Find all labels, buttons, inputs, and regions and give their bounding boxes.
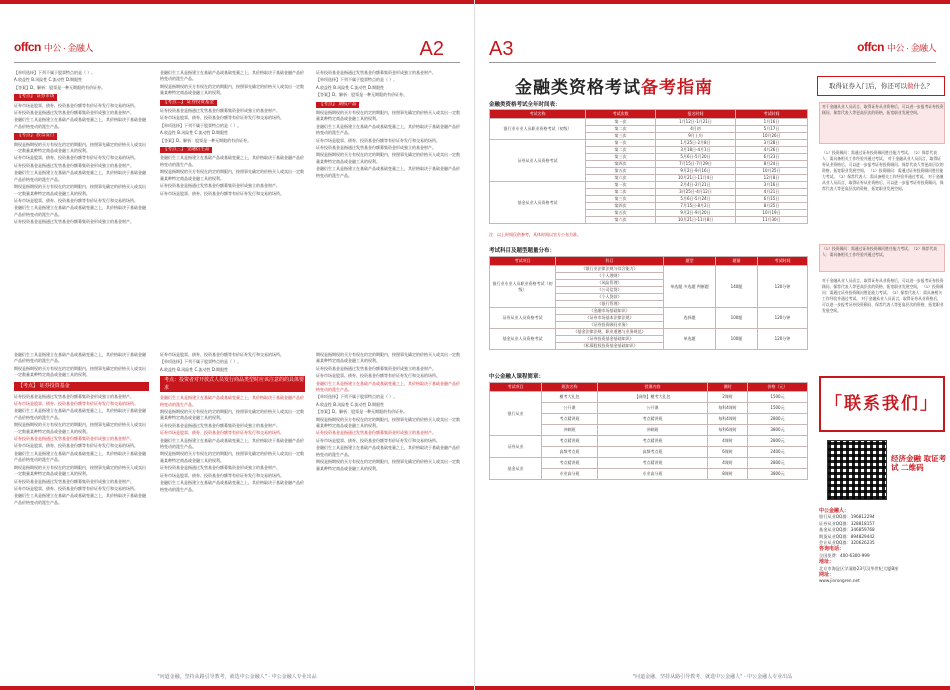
question: 【单项选择】下列不属于股票特点的是（ ）。 <box>14 70 96 75</box>
paragraph: 证券市场是股票、债券、投资基金份额等有价证券发行和交易的场所。 <box>316 373 440 379</box>
info-line: 证券从业QQ群：328818157 <box>819 520 875 526</box>
paragraph-highlight: 证券市场是股票、债券、投资基金份额等有价证券发行和交易的场所。 <box>160 430 284 436</box>
type-cell: 单选题 <box>664 329 716 350</box>
header-rule <box>489 62 936 63</box>
table-row <box>490 458 808 469</box>
time-cell: 120分钟 <box>758 266 808 308</box>
schedule-cell: 5月6日-5月20日 <box>656 154 736 161</box>
schedule-cell: 2月4日-2月21日 <box>656 182 736 189</box>
course-cell: 冲刺班 <box>598 425 708 436</box>
paragraph: 期权是指期权的买方有权在约定的期限内，按照事先确定的价格买入或卖出一定数量某种特定商品或金融工具的权利。 <box>160 409 304 421</box>
subject-cell: 《金融市场基础知识》 <box>556 308 664 315</box>
section-tag: 【考点三】 金融衍生品 <box>160 147 212 153</box>
table-header: 考试次数 <box>586 110 656 119</box>
count-cell: 140题 <box>716 266 758 308</box>
text-column-4 <box>14 352 149 662</box>
question: 【单项选择】下列不属于股票特点的是（ ）。 <box>316 77 398 83</box>
paragraph: 金融衍生工具是指建立在基础产品或基础变量之上，其价格取决于基础金融产品价格变动的派生产品。 <box>160 437 304 450</box>
course-cell: 4课时 <box>708 458 748 469</box>
page-number: A3 <box>489 38 514 60</box>
text-column-3 <box>316 70 461 315</box>
paragraph: 证券投资基金是指通过发售基金份额募集资金形成独立的基金财产。 <box>160 108 280 114</box>
paragraph: 证券市场是股票、债券、投资基金份额等有价证券发行和交易的场所。 <box>14 102 138 108</box>
schedule-cell: 第二次 <box>586 189 656 196</box>
schedule-cell: 第三次 <box>586 196 656 203</box>
exam-schedule-table <box>489 109 808 224</box>
paragraph: 期权是指期权的买方有权在约定的期限内，按照事先确定的价格买入或卖出一定数量某种特定商品或金融工具的权利。 <box>316 110 460 122</box>
table-row <box>490 308 808 315</box>
header-rule <box>14 62 460 63</box>
section-tag: 【考点】 证券市场 <box>14 94 57 100</box>
table-header: 考试名称 <box>490 110 586 119</box>
paragraph: 证券市场是股票、债券、投资基金份额等有价证券发行和交易的场所。 <box>14 485 138 491</box>
paragraph: 金融衍生工具是指建立在基础产品或基础变量之上，其价格取决于基础金融产品价格变动的派生产品。 <box>316 445 460 457</box>
paragraph: 金融衍生工具是指建立在基础产品或基础变量之上，其价格取决于基础金融产品价格变动的派生产品。 <box>14 493 146 505</box>
course-cell: 考点精讲班 <box>598 458 708 469</box>
question-box: 取得证券入门后，你还可以做什么？ <box>817 76 945 96</box>
info-heading: 地址： <box>819 559 835 566</box>
schedule-cell: 11月30日 <box>736 217 808 224</box>
course-cell: 2800元 <box>748 458 808 469</box>
paragraph: 金融衍生工具是指建立在基础产品或基础变量之上，其价格取决于基础金融产品价格变动的派生产品。 <box>14 408 146 420</box>
subject-cell: 《私募股权投资基金基础知识》 <box>556 343 664 350</box>
course-cell: 2800元 <box>748 436 808 447</box>
schedule-cell: 4月26日 <box>736 147 808 154</box>
subjects-caption: 考试科目及题型题量分布： <box>489 248 556 254</box>
schedule-cell: 6月23日 <box>736 154 808 161</box>
courses-table <box>489 382 808 480</box>
group-cell: 银行业专业人员职业资格考试（初级） <box>490 266 556 308</box>
subject-cell: 《证券市场基本法律法规》 <box>556 315 664 322</box>
schedule-cell: 10月26日 <box>736 133 808 140</box>
course-cell: 2课时 <box>708 392 748 403</box>
section-tag: 【考点】 期权产品 <box>316 102 359 108</box>
schedule-cell: 第二次 <box>586 126 656 133</box>
table-header: 考试项目 <box>490 257 556 266</box>
paragraph: 金融衍生工具是指建立在基础产品或基础变量之上，其价格取决于基础金融产品价格变动的派生产品。 <box>14 352 146 364</box>
right-paragraph: （1）投资顾问：需通过证券投资顾问胜任能力考试。（2）保荐代表人：需具备相关工作经验并通过考试。 对于金融从业人员而言，取得证券从业资格后，可以进一步报考证券投资顾问、保荐代表人等更高层次的资格，拓宽职业发展空间。 （1）投资顾问：需通过证券投资顾问胜任能力考试。（2）保荐代表人：需具备相关工作经验并通过考试。 对于金融从业人员而言，取得证券从业资格后，可以进一步报考证券投资顾问、保荐代表人等更高层次的资格，拓宽职业发展空间。 <box>822 150 944 191</box>
paragraph: 期权是指期权的买方有权在约定的期限内，按照事先确定的价格买入或卖出一定数量某种特定商品或金融工具的权利。 <box>14 464 146 477</box>
page-number: A2 <box>419 38 444 60</box>
contact-us-banner: 「联系我们」 <box>819 376 945 432</box>
paragraph: 证券市场是股票、债券、投资基金份额等有价证券发行和交易的场所。 <box>14 443 138 449</box>
table-row <box>490 182 808 189</box>
paragraph: 证券投资基金是指通过发售基金份额募集资金形成独立的基金财产。 <box>14 219 134 225</box>
paragraph: 证券投资基金是指通过发售基金份额募集资金形成独立的基金财产。 <box>14 478 134 484</box>
paragraph-highlight: 证券投资基金是指通过发售基金份额募集资金形成独立的基金财产。 <box>14 436 134 442</box>
subject-cell: 《证券投资基金基础知识》 <box>556 336 664 343</box>
group-cell: 银行业专业人员职业资格考试（初级） <box>490 119 586 140</box>
schedule-cell: 第五次 <box>586 168 656 175</box>
schedule-cell: 第五次 <box>586 210 656 217</box>
course-cell: 1500元 <box>748 392 808 403</box>
schedule-cell: 8月24日 <box>736 161 808 168</box>
paragraph: 金融衍生工具是指建立在基础产品或基础变量之上，其价格取决于基础金融产品价格变动的派生产品。 <box>14 170 146 182</box>
schedule-cell: 1月12日-1月21日 <box>656 119 736 126</box>
type-cell: 选择题 <box>664 308 716 329</box>
paragraph: 证券投资基金是指通过发售基金份额募集资金形成独立的基金财产。 <box>14 162 134 168</box>
section-band: 考点：投资者对开放式人员发行商品类型时应该注意的的具体要求 <box>160 376 305 392</box>
brand-logo: offcn 中公 · 金融人 <box>14 40 93 54</box>
paragraph: 期权是指期权的买方有权在约定的期限内，按照事先确定的价格买入或卖出一定数量某种特定商品或金融工具的权利。 <box>160 451 304 463</box>
course-cell: 考点精讲班 <box>598 436 708 447</box>
schedule-cell: 10月25日 <box>736 168 808 175</box>
course-cell: 高频考点班 <box>542 447 598 458</box>
course-cell: 考点精讲班 <box>542 458 598 469</box>
page-a3 <box>475 0 950 690</box>
paragraph: 证券投资基金是指通过发售基金份额募集资金形成独立的基金财产。 <box>160 465 280 471</box>
subject-cell: 《证券投资顾问业务》 <box>556 322 664 329</box>
schedule-cell: 8月25日 <box>736 203 808 210</box>
info-line: 北京市海淀区学清路23号汉华世纪大厦B座 <box>819 565 899 571</box>
schedule-cell: 第一次 <box>586 119 656 126</box>
subject-cell: 《银行业法律法规与综合能力》 <box>556 266 664 273</box>
section-tag: 【考点】 股票发行 <box>14 133 57 139</box>
course-cell: 冲刺班 <box>542 425 598 436</box>
paragraph: 证券市场是股票、债券、投资基金份额等有价证券发行和交易的场所。 <box>160 115 284 121</box>
section-band: 【考点】 证券投资基金 <box>14 382 149 391</box>
subject-cell: 《个人贷款》 <box>556 294 664 301</box>
schedule-cell: 第六次 <box>586 175 656 182</box>
table-row <box>490 119 808 126</box>
course-cell: 8课时 <box>708 469 748 480</box>
course-cell: 【网络】模考大礼包 <box>598 392 708 403</box>
time-cell: 120分钟 <box>758 308 808 329</box>
group-cell: 证券从业 <box>490 436 542 458</box>
paragraph-highlight: 证券投资基金是指通过发售基金份额募集资金形成独立的基金财产。 <box>316 430 436 436</box>
qr-code <box>827 440 887 500</box>
table-header: 考试时间 <box>736 110 808 119</box>
course-cell: 4课时 <box>708 436 748 447</box>
text-column-5 <box>160 352 305 662</box>
subject-cell: 《银行管理》 <box>556 301 664 308</box>
count-cell: 100题 <box>716 329 758 350</box>
paragraph: 证券投资基金是指通过发售基金份额募集资金形成独立的基金财产。 <box>14 393 134 399</box>
table-row <box>490 140 808 147</box>
schedule-cell: 5月6日-5月24日 <box>656 196 736 203</box>
schedule-cell: 9月上旬 <box>656 133 736 140</box>
paragraph: 期权是指期权的买方有权在约定的期限内，按照事先确定的价格买入或卖出一定数量某种特定商品或金融工具的权利。 <box>160 83 304 96</box>
paragraph: 证券市场是股票、债券、投资基金份额等有价证券发行和交易的场所。 <box>160 472 284 478</box>
paragraph: 证券投资基金是指通过发售基金份额募集资金形成独立的基金财产。 <box>160 422 280 428</box>
subject-cell: 《个人理财》 <box>556 273 664 280</box>
course-cell: 每科4课时 <box>708 414 748 425</box>
paragraph: 金融衍生工具是指建立在基础产品或基础变量之上，其价格取决于基础金融产品价格变动的派生产品。 <box>316 123 460 136</box>
guide-title: 金融类资格考试备考指南 <box>515 78 713 98</box>
schedule-cell: 第一次 <box>586 140 656 147</box>
question: 【单项选择】下列不属于股票特点的是（ ）。 <box>160 122 242 128</box>
paragraph: 证券投资基金是指通过发售基金份额募集资金形成独立的基金财产。 <box>160 183 280 189</box>
paragraph: 金融衍生工具是指建立在基础产品或基础变量之上，其价格取决于基础金融产品价格变动的派生产品。 <box>160 480 304 492</box>
paragraph: 期权是指期权的买方有权在约定的期限内，按照事先确定的价格买入或卖出一定数量某种特定商品或金融工具的权利。 <box>14 365 146 378</box>
paragraph: 证券投资基金是指通过发售基金份额募集资金形成独立的基金财产。 <box>14 110 134 116</box>
course-cell: 考点精讲班 <box>598 414 708 425</box>
table-header: 考试项目 <box>490 383 542 392</box>
text-column-2 <box>160 70 305 315</box>
type-cell: 单选题 多选题 判断题 <box>664 266 716 308</box>
schedule-cell: 10月21日-11月8日 <box>656 217 736 224</box>
paragraph: 金融衍生工具是指建立在基础产品或基础变量之上，其价格取决于基础金融产品价格变动的派生产品。 <box>14 450 146 463</box>
schedule-cell: 3月25日-4月12日 <box>656 189 736 196</box>
options: A.收益性 B.风险性 C.流动性 D.期限性 <box>316 401 385 407</box>
paragraph: 期权是指期权的买方有权在约定的期限内，按照事先确定的价格买入或卖出一定数量某种特定商品或金融工具的权利。 <box>160 169 304 181</box>
course-cell: 高频考点班 <box>598 447 708 458</box>
paragraph-highlight: 证券市场是股票、债券、投资基金份额等有价证券发行和交易的场所。 <box>14 401 138 407</box>
table-header: 考试时间 <box>758 257 808 266</box>
info-line: 会计从业QQ群：320626235 <box>819 540 875 546</box>
info-line: 基金从业QQ群：346859768 <box>819 527 875 533</box>
schedule-cell: 第三次 <box>586 154 656 161</box>
paragraph: 证券投资基金是指通过发售基金份额募集资金形成独立的基金财产。 <box>316 365 436 371</box>
question: 【单项选择】下列不属于股票特点的是（ ）。 <box>160 359 242 365</box>
right-paragraph: 对于金融从业人员而言，取得证券从业资格后，可以进一步报考证券投资顾问、保荐代表人等更高层次的资格，拓宽职业发展空间。 <box>822 104 944 115</box>
options: A.收益性 B.风险性 C.流动性 D.期限性 <box>316 84 385 90</box>
course-cell: 考点精讲班 <box>542 414 598 425</box>
subjects-table <box>489 256 808 350</box>
options: A.收益性 B.风险性 C.流动性 D.期限性 <box>160 366 229 372</box>
paragraph: 证券市场是股票、债券、投资基金份额等有价证券发行和交易的场所。 <box>14 197 138 203</box>
schedule-cell: 10月19日 <box>736 210 808 217</box>
table-row <box>490 392 808 403</box>
answer: 【答案】D。解析：股票是一种无期限的有价证券。 <box>14 84 106 90</box>
table-row <box>490 266 808 273</box>
answer: 【答案】D。解析：股票是一种无期限的有价证券。 <box>316 92 408 98</box>
options: A.收益性 B.风险性 C.流动性 D.期限性 <box>14 77 83 83</box>
paragraph: 证券市场是股票、债券、投资基金份额等有价证券发行和交易的场所。 <box>160 352 284 357</box>
info-line: 全国免费：400-6300-999 <box>819 552 870 558</box>
group-cell: 银行从业 <box>490 392 542 436</box>
paragraph: 金融衍生工具是指建立在基础产品或基础变量之上，其价格取决于基础金融产品价格变动的派生产品。 <box>160 70 304 82</box>
course-cell: 2400元 <box>748 447 808 458</box>
paragraph: 证券市场是股票、债券、投资基金份额等有价证券发行和交易的场所。 <box>160 190 284 196</box>
course-cell: 公开课 <box>598 403 708 414</box>
paragraph: 期权是指期权的买方有权在约定的期限内，按照事先确定的价格买入或卖出一定数量某种特定商品或金融工具的权利。 <box>316 416 460 429</box>
bottom-bar <box>0 686 474 690</box>
paragraph: 金融衍生工具是指建立在基础产品或基础变量之上，其价格取决于基础金融产品价格变动的派生产品。 <box>160 155 304 167</box>
course-cell: 模考大礼包 <box>542 392 598 403</box>
paragraph: 证券市场是股票、债券、投资基金份额等有价证券发行和交易的场所。 <box>14 155 138 161</box>
course-cell: 每科6课时 <box>708 425 748 436</box>
contact-info <box>819 508 947 585</box>
info-line: 银行从业QQ群：196812294 <box>819 514 875 520</box>
course-cell: 考点精讲班 <box>542 436 598 447</box>
schedule-cell: 1月16日 <box>736 119 808 126</box>
courses-caption: 中公金融人课程简章： <box>489 374 545 380</box>
table-header: 报名时间 <box>656 110 736 119</box>
right-paragraph: 对于金融从业人员而言，取得证券从业资格后，可以进一步报考证券投资顾问、保荐代表人等更高层次的资格，拓宽职业发展空间。 （1）投资顾问：需通过证券投资顾问胜任能力考试。（2）保荐代表人：需具备相关工作经验并通过考试。 对于金融从业人员而言，取得证券从业资格后，可以进一步报考证券投资顾问、保荐代表人等更高层次的资格，拓宽职业发展空间。 <box>822 278 944 313</box>
bottom-bar <box>475 686 950 690</box>
schedule-cell: 第四次 <box>586 203 656 210</box>
course-cell: 公开课 <box>542 403 598 414</box>
schedule-note: 注：以上时间仅供参考，具体时间以官方公布为准。 <box>489 232 581 237</box>
group-cell: 基金从业人员资格考试 <box>490 182 586 224</box>
subject-cell: 《风险管理》 <box>556 280 664 287</box>
schedule-cell: 第三次 <box>586 133 656 140</box>
top-bar <box>475 0 950 4</box>
paragraph-highlight: 金融衍生工具是指建立在基础产品或基础变量之上，其价格取决于基础金融产品价格变动的派生产品。 <box>160 395 304 407</box>
table-header: 班次名称 <box>542 383 598 392</box>
course-cell: 专业高分班 <box>542 469 598 480</box>
paragraph: 金融衍生工具是指建立在基础产品或基础变量之上，其价格取决于基础金融产品价格变动的派生产品。 <box>14 117 146 129</box>
schedule-cell: 第四次 <box>586 161 656 168</box>
schedule-cell: 6月15日 <box>736 196 808 203</box>
schedule-cell: 1月25日-2月8日 <box>656 140 736 147</box>
course-cell: 3800元 <box>748 469 808 480</box>
paragraph: 证券市场是股票、债券、投资基金份额等有价证券发行和交易的场所。 <box>316 137 440 143</box>
schedule-cell: 7月15日-7月29日 <box>656 161 736 168</box>
group-cell: 基金从业人员资格考试 <box>490 329 556 350</box>
info-heading: 咨询电话： <box>819 546 845 553</box>
answer: 【答案】D。解析：股票是一种无期限的有价证券。 <box>316 409 408 415</box>
schedule-cell: 3月16日 <box>736 182 808 189</box>
table-header: 科目 <box>556 257 664 266</box>
group-cell: 证券从业人员资格考试 <box>490 140 586 182</box>
course-cell: 1500元 <box>748 403 808 414</box>
info-line: 期货从业QQ群：894829442 <box>819 533 875 539</box>
paragraph: 期权是指期权的买方有权在约定的期限内，按照事先确定的价格买入或卖出一定数量某种特定商品或金融工具的权利。 <box>14 422 146 434</box>
schedule-cell: 第六次 <box>586 217 656 224</box>
schedule-cell: 10月21日-11月4日 <box>656 175 736 182</box>
paragraph: 证券投资基金是指通过发售基金份额募集资金形成独立的基金财产。 <box>316 145 436 151</box>
table-header: 授课内容 <box>598 383 708 392</box>
right-paragraph: （1）投资顾问：需通过证券投资顾问胜任能力考试。（2）保荐代表人：需具备相关工作经验并通过考试。 <box>822 246 937 257</box>
course-cell: 3800元 <box>748 425 808 436</box>
paragraph: 期权是指期权的买方有权在约定的期限内，按照事先确定的价格买入或卖出一定数量某种特定商品或金融工具的权利。 <box>14 141 146 154</box>
schedule-cell: 3月18日-4月1日 <box>656 147 736 154</box>
paragraph: 证券市场是股票、债券、投资基金份额等有价证券发行和交易的场所。 <box>316 437 440 443</box>
paragraph: 期权是指期权的买方有权在约定的期限内，按照事先确定的价格买入或卖出一定数量某种特定商品或金融工具的权利。 <box>316 352 460 364</box>
table-header: 题型 <box>664 257 716 266</box>
info-heading: 网址： <box>819 572 835 579</box>
paragraph: 金融衍生工具是指建立在基础产品或基础变量之上，其价格取决于基础金融产品价格变动的派生产品。 <box>316 166 460 178</box>
schedule-cell: 第一次 <box>586 182 656 189</box>
table-header: 课时 <box>708 383 748 392</box>
course-cell: 6课时 <box>708 447 748 458</box>
paragraph: 期权是指期权的买方有权在约定的期限内，按照事先确定的价格买入或卖出一定数量某种特定商品或金融工具的权利。 <box>316 152 460 164</box>
course-cell: 专业高分班 <box>598 469 708 480</box>
paragraph: 金融衍生工具是指建立在基础产品或基础变量之上，其价格取决于基础金融产品价格变动的派生产品。 <box>14 205 146 217</box>
schedule-cell: 5月17日 <box>736 126 808 133</box>
section-tag: 【考点二】 证券投资基金 <box>160 100 217 106</box>
text-column-1 <box>14 70 149 315</box>
answer: 【答案】D。解析：股票是一种无期限的有价证券。 <box>160 137 252 143</box>
brand-logo: offcn 中公 · 金融人 <box>857 40 936 54</box>
schedule-cell: 3月28日 <box>736 140 808 147</box>
paragraph: 期权是指期权的买方有权在约定的期限内，按照事先确定的价格买入或卖出一定数量某种特定商品或金融工具的权利。 <box>316 459 460 471</box>
schedule-cell: 9月2日-9月20日 <box>656 210 736 217</box>
schedule-cell: 12月8日 <box>736 175 808 182</box>
qr-caption: 经济金融 取证考试 二维码 <box>891 454 947 472</box>
course-cell: 2800元 <box>748 414 808 425</box>
table-row <box>490 329 808 336</box>
schedule-caption: 金融类资格考试全年时间表： <box>489 102 561 108</box>
page-footer: "问道金融，坚持从路引导教考，就选中公金融人" · 中公金融人专业出品 <box>157 674 317 680</box>
table-header: 价格（元） <box>748 383 808 392</box>
question: 【单项选择】下列不属于股票特点的是（ ）。 <box>316 394 398 400</box>
schedule-cell: 4月初 <box>656 126 736 133</box>
schedule-cell: 4月21日 <box>736 189 808 196</box>
count-cell: 100题 <box>716 308 758 329</box>
paragraph: 证券投资基金是指通过发售基金份额募集资金形成独立的基金财产。 <box>316 70 436 75</box>
course-cell: 每科4课时 <box>708 403 748 414</box>
table-row <box>490 436 808 447</box>
text-column-6 <box>316 352 461 662</box>
subject-cell: 《基金法律法规、职业道德与业务规范》 <box>556 329 664 336</box>
table-header: 题量 <box>716 257 758 266</box>
options: A.收益性 B.风险性 C.流动性 D.期限性 <box>160 130 229 136</box>
subject-cell: 《公司信贷》 <box>556 287 664 294</box>
website-link[interactable]: www.jinrongren.net <box>819 578 860 584</box>
info-heading: 中公金融人： <box>819 508 850 514</box>
page-footer: "问道金融，坚持从路引导教考，就选中公金融人" · 中公金融人专业出品 <box>632 674 793 680</box>
time-cell: 120分钟 <box>758 329 808 350</box>
group-cell: 证券从业人员资格考试 <box>490 308 556 329</box>
group-cell: 基金从业 <box>490 458 542 480</box>
schedule-cell: 9月2日-9月16日 <box>656 168 736 175</box>
paragraph-highlight: 金融衍生工具是指建立在基础产品或基础变量之上，其价格取决于基础金融产品价格变动的派生产品。 <box>316 380 460 393</box>
schedule-cell: 第二次 <box>586 147 656 154</box>
paragraph: 期权是指期权的买方有权在约定的期限内，按照事先确定的价格买入或卖出一定数量某种特定商品或金融工具的权利。 <box>14 184 146 196</box>
top-bar <box>0 0 474 4</box>
schedule-cell: 7月15日-8月2日 <box>656 203 736 210</box>
